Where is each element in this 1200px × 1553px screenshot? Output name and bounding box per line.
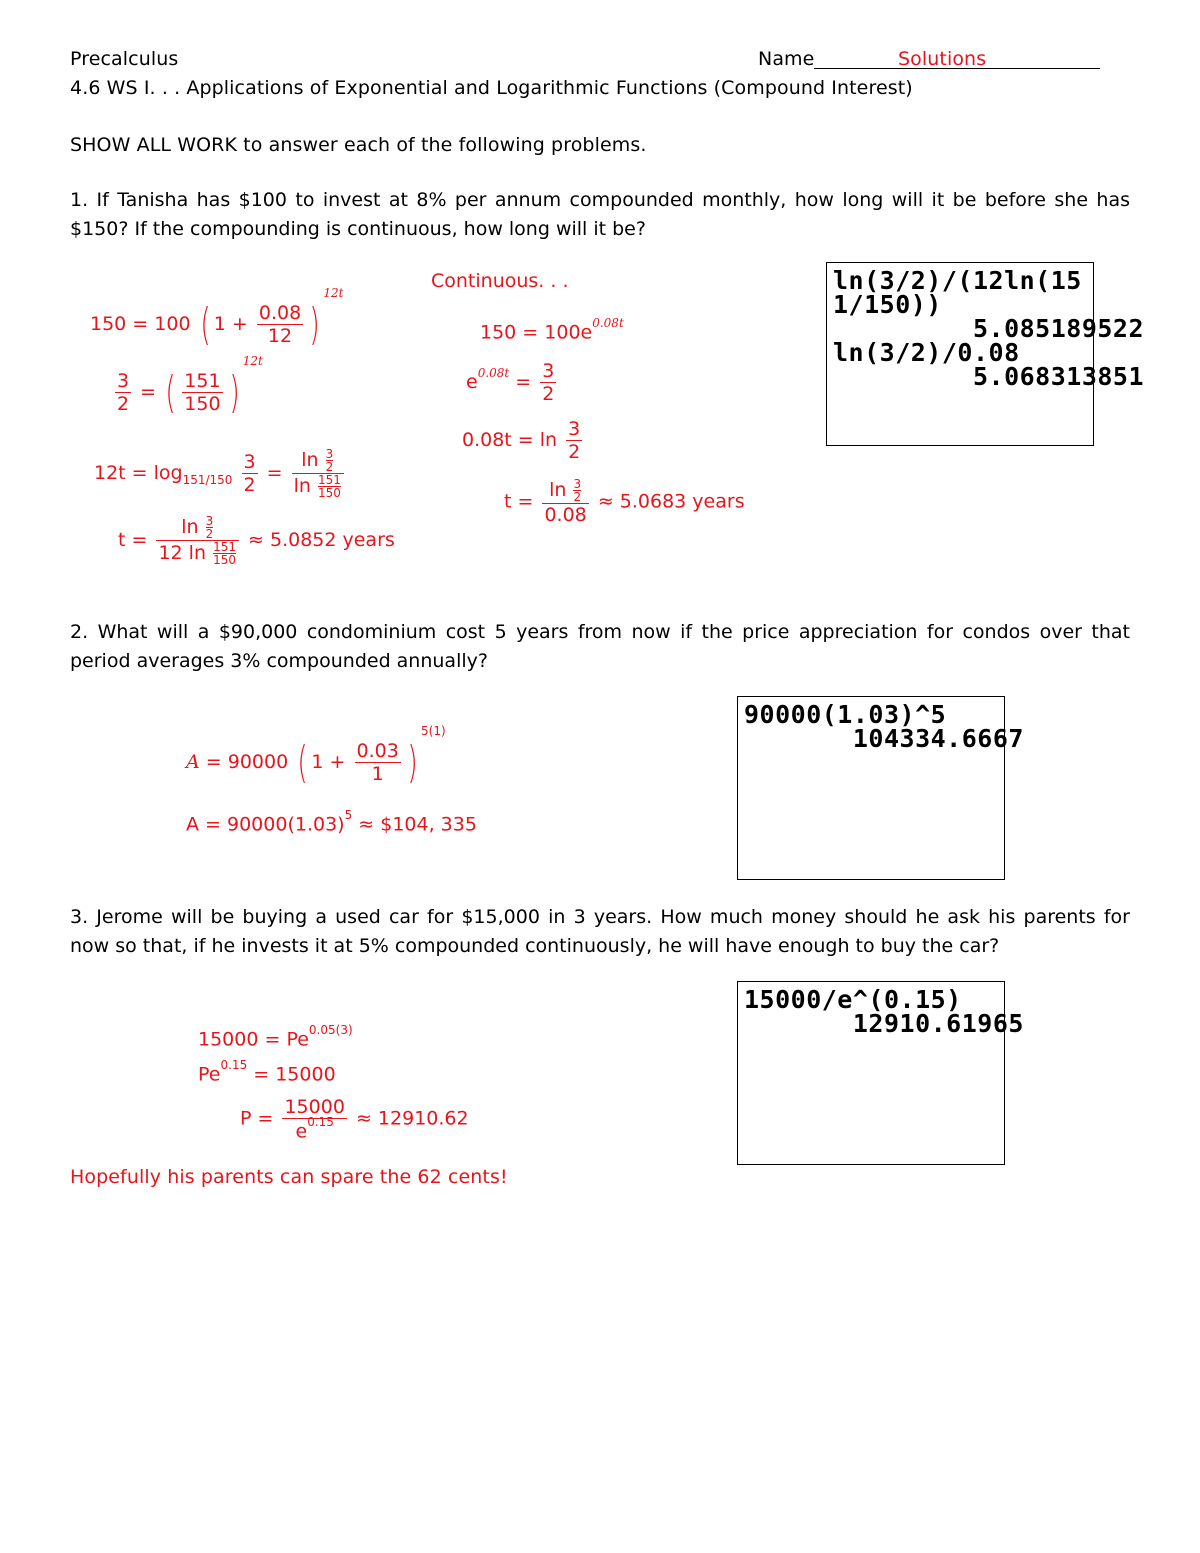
problem-2-text: 2. What will a $90,000 condominium cost 5 years from now if the price appreciation for condos over that period averages 3% compounded annually? bbox=[70, 621, 1130, 672]
calculator-screen-1 bbox=[826, 262, 1145, 446]
name-value: Solutions bbox=[898, 48, 987, 70]
name-label: Name bbox=[758, 48, 815, 70]
p2-step-1: A = 90000 ( 1 + $\frac{0.03}{1}$ )$^{5(1)}$ bbox=[186, 723, 446, 788]
instructions: SHOW ALL WORK to answer each of the following problems. bbox=[70, 134, 647, 156]
p2-step-2: $A = 90000(1.03)^5$ ≈ $104, 335 bbox=[186, 808, 477, 836]
problem-1-text: 1. If Tanisha has $100 to invest at 8% per annum compounded monthly, how long will it be before she has $150? If the compounding is continuous, how long will it be? bbox=[70, 189, 1130, 240]
calculator-screen-3 bbox=[737, 981, 1024, 1165]
p1-continuous-heading: Continuous. . . bbox=[431, 270, 569, 292]
p3-step-2: $Pe^{0.15} = 15000$ bbox=[198, 1058, 336, 1086]
calc-line: 5.068313851 bbox=[833, 362, 1145, 391]
worksheet-subtitle: 4.6 WS I. . . Applications of Exponential and Logarithmic Functions (Compound Interest) bbox=[70, 77, 913, 99]
p1-step-4: t = ln $\frac{3}{2}$ 12 ln $\frac{151}{150}$ ≈ 5.0852 years bbox=[118, 514, 395, 567]
p1-cont-step-2: $e^{0.08t}$ = $\frac{3}{2}$ bbox=[466, 360, 555, 405]
p1-cont-step-1: $150 = 100e^{0.08t}$ bbox=[480, 316, 624, 344]
calc-line: 90000(1.03)^5 bbox=[744, 700, 947, 729]
p3-step-3: P = $\frac{15000}{e^{0.15}}$ ≈ 12910.62 bbox=[240, 1096, 469, 1143]
problem-3-text: 3. Jerome will be buying a used car for $15,000 in 3 years. How much money should he ask his parents for now so that, if he invests it at 5% compounded continuously, he will have enough to buy the car? bbox=[70, 906, 1130, 957]
p3-step-1: $15000 = Pe^{0.05(3)}$ bbox=[198, 1023, 353, 1051]
calc-line: ln(3/2)/(12ln(15 bbox=[833, 266, 1082, 295]
calculator-screen-2 bbox=[737, 696, 1024, 880]
calc-line: 5.085189522 bbox=[833, 314, 1145, 343]
p3-closing-remark: Hopefully his parents can spare the 62 cents! bbox=[70, 1166, 508, 1188]
p1-step-3: $12t = \log_{151/150}$ $\frac{3}{2}$ = ln $\frac{3}{2}$ ln $\frac{151}{150}$ bbox=[94, 448, 347, 499]
p1-step-1: 150 = 100 ( 1 + $\frac{0.08}{12}$ )$^{12t}$ bbox=[90, 285, 344, 350]
p1-step-2: $\frac{3}{2}$ = ( $\frac{151}{150}$ )$^{12t}$ bbox=[117, 353, 263, 418]
calc-line: 1/150)) bbox=[833, 290, 942, 319]
course-title: Precalculus bbox=[70, 48, 179, 70]
calc-line: 12910.61965 bbox=[744, 1009, 1024, 1038]
calc-line: ln(3/2)/0.08 bbox=[833, 338, 1020, 367]
p1-cont-step-3: 0.08t = ln $\frac{3}{2}$ bbox=[462, 418, 581, 463]
calc-line: 104334.6667 bbox=[744, 724, 1024, 753]
p1-cont-step-4: t = ln $\frac{3}{2}$ 0.08 ≈ 5.0683 years bbox=[504, 477, 745, 526]
calc-line: 15000/e^(0.15) bbox=[744, 985, 962, 1014]
